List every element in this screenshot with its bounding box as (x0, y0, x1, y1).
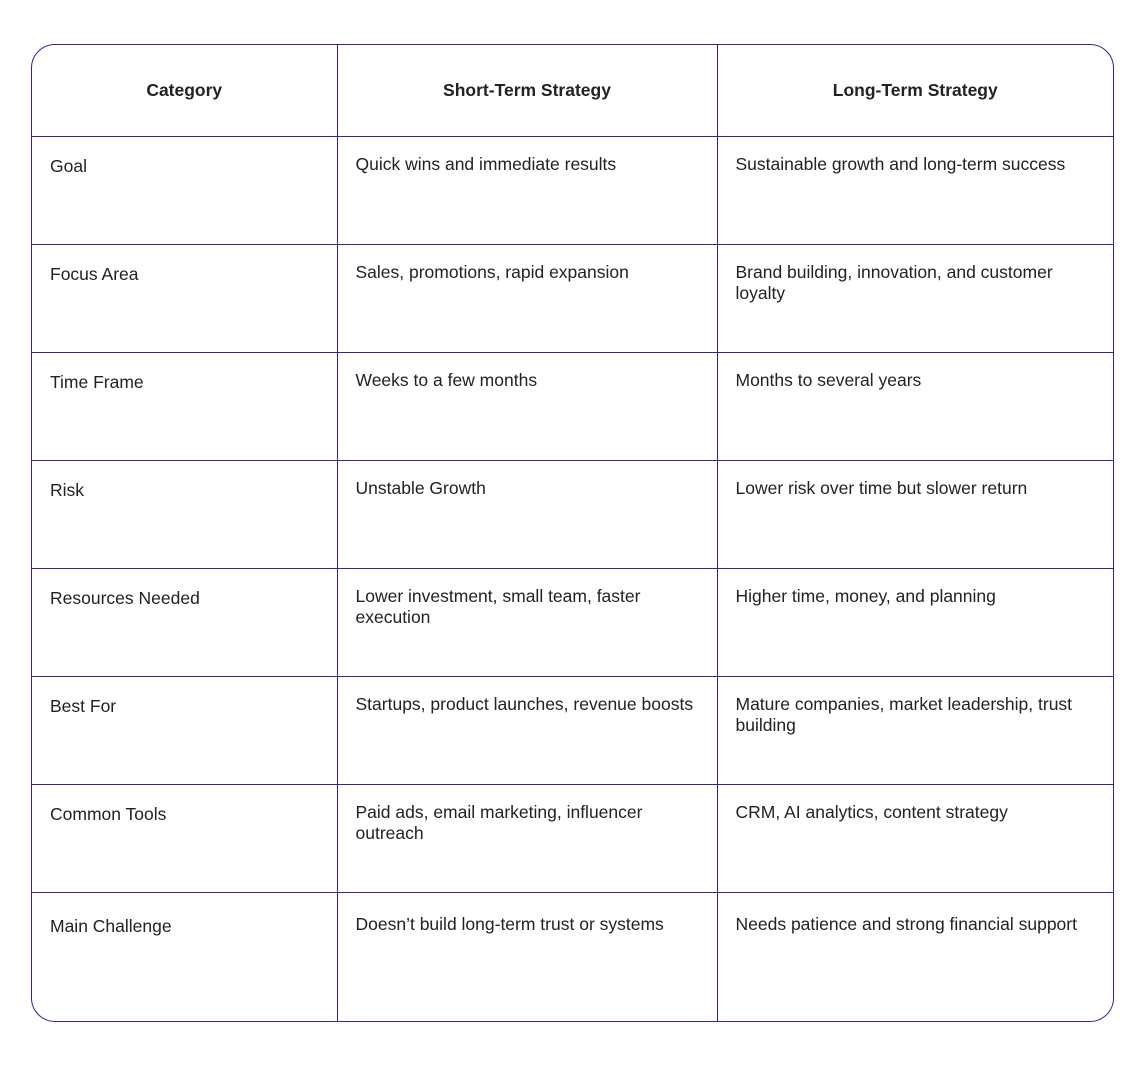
row-short-term: Doesn’t build long-term trust or systems (337, 892, 717, 1022)
row-category: Time Frame (32, 352, 337, 460)
table-row (32, 244, 1113, 352)
row-category: Resources Needed (32, 568, 337, 676)
table-row (32, 352, 1113, 460)
row-long-term: Sustainable growth and long-term success (717, 136, 1113, 244)
row-long-term: Higher time, money, and planning (717, 568, 1113, 676)
row-short-term: Weeks to a few months (337, 352, 717, 460)
table-row (32, 676, 1113, 784)
comparison-table (31, 44, 1114, 1022)
row-short-term: Unstable Growth (337, 460, 717, 568)
row-category: Main Challenge (32, 892, 337, 1022)
row-long-term: Brand building, innovation, and customer loyalty (717, 244, 1113, 352)
row-category: Best For (32, 676, 337, 784)
row-short-term: Paid ads, email marketing, influencer outreach (337, 784, 717, 892)
row-long-term: CRM, AI analytics, content strategy (717, 784, 1113, 892)
header-category: Category (32, 45, 337, 136)
row-short-term: Quick wins and immediate results (337, 136, 717, 244)
row-long-term: Needs patience and strong financial support (717, 892, 1113, 1022)
strategy-table (32, 45, 1113, 1022)
table-row (32, 136, 1113, 244)
row-short-term: Sales, promotions, rapid expansion (337, 244, 717, 352)
row-category: Common Tools (32, 784, 337, 892)
row-category: Focus Area (32, 244, 337, 352)
table-row (32, 892, 1113, 1022)
table-row (32, 784, 1113, 892)
row-long-term: Mature companies, market leadership, trust building (717, 676, 1113, 784)
row-category: Goal (32, 136, 337, 244)
row-short-term: Lower investment, small team, faster execution (337, 568, 717, 676)
row-long-term: Months to several years (717, 352, 1113, 460)
table-row (32, 568, 1113, 676)
row-long-term: Lower risk over time but slower return (717, 460, 1113, 568)
row-short-term: Startups, product launches, revenue boosts (337, 676, 717, 784)
table-row (32, 460, 1113, 568)
header-long-term: Long-Term Strategy (717, 45, 1113, 136)
header-short-term: Short-Term Strategy (337, 45, 717, 136)
row-category: Risk (32, 460, 337, 568)
header-row (32, 45, 1113, 136)
